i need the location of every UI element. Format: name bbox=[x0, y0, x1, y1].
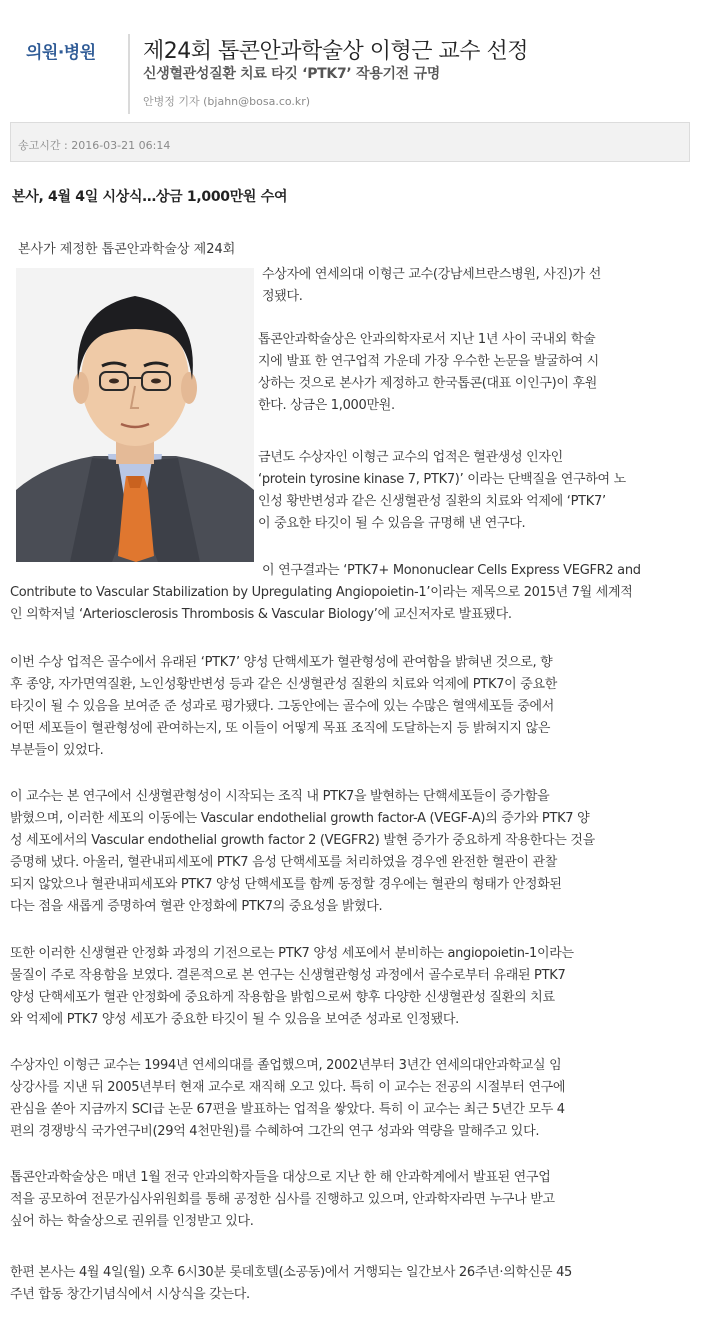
paragraph-6: 이 교수는 본 연구에서 신생혈관형성이 시작되는 조직 내 PTK7을 발현하는 단핵세포들이 증가함을 밝혔으며, 이러한 세포의 이동에는 Vascular endothelial growth factor-A (VEGF-A)의 증가와 PTK7 양 성 세포에서의 Vascular endothelial growth factor 2 (VEGFR2) 발현 증가가 중요하게 작용한다는 것을 증명해 냈다. 아울러, 혈관내피세포에 PTK7 음성 단핵세포를 처리하였을 경우엔 완전한 혈관이 관찰 되지 않았으나 혈관내피세포와 PTK7 양성 단핵세포를 함께 동정할 경우에는 혈관의 형태가 안정화된 다는 점을 새롭게 증명하여 혈관 안정화에 PTK7의 중요성을 밝혔다. bbox=[10, 789, 595, 914]
paragraph-8: 수상자인 이형근 교수는 1994년 연세의대를 졸업했으며, 2002년부터 3년간 연세의대안과학교실 임 상강사를 지낸 뒤 2005년부터 현재 교수로 재직해 오고 있다. 특히 이 교수는 전공의 시절부터 연구에 관심을 쏟아 지금까지 SCI급 논문 67편을 발표하는 업적을 쌓았다. 특히 이 교수는 최근 5년간 모두 4 편의 경쟁방식 국가연구비(29억 4천만원)를 수혜하여 그간의 연구 성과와 역량을 말해주고 있다. bbox=[10, 1058, 566, 1139]
paragraph-4: 이 연구결과는 ‘PTK7+ Mononuclear Cells Express VEGFR2 and Contribute to Vascular Stabilization by Upregulating Angiopoietin-1’이라는 제목으로 2015년 7월 세계적 인 의학저널 ‘Arteriosclerosis Thrombosis & Vascular Biology’에 교신저자로 발표됐다. bbox=[10, 563, 641, 622]
paragraph-10: 한편 본사는 4월 4일(월) 오후 6시30분 롯데호텔(소공동)에서 거행되는 일간보사 26주년·의학신문 45 주년 합동 창간기념식에서 시상식을 갖는다. bbox=[10, 1265, 573, 1302]
sent-time: 송고시간 : 2016-03-21 06:14 bbox=[18, 139, 171, 152]
header-divider bbox=[128, 34, 130, 114]
article-title: 제24회 톱콘안과학술상 이형근 교수 선정 bbox=[143, 39, 528, 64]
portrait-image bbox=[16, 268, 254, 562]
paragraph-2: 톱콘안과학술상은 안과의학자로서 지난 1년 사이 국내외 학술 지에 발표 한 연구업적 가운데 가장 우수한 논문을 발굴하여 시 상하는 것으로 본사가 제정하고 한국톱콘(대표 이인구)이 후원 한다. 상금은 1,000만원. bbox=[258, 332, 599, 413]
article-header bbox=[0, 0, 702, 120]
paragraph-7: 또한 이러한 신생혈관 안정화 과정의 기전으로는 PTK7 양성 세포에서 분비하는 angiopoietin-1이라는 물질이 주로 작용함을 보였다. 결론적으로 본 연구는 신생혈관형성 과정에서 골수로부터 유래된 PTK7 양성 단핵세포가 혈관 안정화에 중요하게 작용함을 밝힘으로써 향후 다양한 신생혈관성 질환의 치료 와 억제에 PTK7 양성 세포가 중요한 타깃이 될 수 있음을 보여준 성과로 인정됐다. bbox=[10, 946, 574, 1027]
paragraph-3: 금년도 수상자인 이형근 교수의 업적은 혈관생성 인자인 ‘protein tyrosine kinase 7, PTK7)’ 이라는 단백질을 연구하여 노 인성 황반변성과 같은 신생혈관성 질환의 치료와 억제에 ‘PTK7’ 이 중요한 타깃이 될 수 있음을 규명해 낸 연구다. bbox=[258, 450, 626, 531]
paragraph-5: 이번 수상 업적은 골수에서 유래된 ‘PTK7’ 양성 단핵세포가 혈관형성에 관여함을 밝혀낸 것으로, 향 후 종양, 자가면역질환, 노인성황반변성 등과 같은 신생혈관성 질환의 치료와 억제에 PTK7이 중요한 타깃이 될 수 있음을 보여준 준 성과로 평가됐다. 그동안에는 골수에 있는 수많은 혈액세포들 중에서 어떤 세포들이 혈관형성에 관여하는지, 또 이들이 어떻게 목표 조직에 도달하는지 등 밝혀지지 않은 부분들이 있었다. bbox=[10, 655, 558, 758]
article-subtitle: 신생혈관성질환 치료 타깃 ‘PTK7’ 작용기전 규명 bbox=[143, 66, 440, 82]
professor-photo bbox=[16, 268, 254, 562]
section-label[interactable]: 의원·병원 bbox=[26, 43, 96, 63]
reporter-byline: 안병정 기자 (bjahn@bosa.co.kr) bbox=[143, 95, 311, 108]
article-lead: 본사, 4월 4일 시상식…상금 1,000만원 수여 bbox=[12, 189, 288, 205]
sent-time-bar bbox=[10, 122, 690, 162]
paragraph-9: 톱콘안과학술상은 매년 1월 전국 안과의학자들을 대상으로 지난 한 해 안과학계에서 발표된 연구업 적을 공모하여 전문가심사위원회를 통해 공정한 심사를 진행하고 있으며, 안과학자라면 누구나 받고 싶어 하는 학술상으로 권위를 인정받고 있다. bbox=[10, 1170, 555, 1229]
article-intro: 본사가 제정한 톱콘안과학술상 제24회 bbox=[18, 242, 236, 257]
paragraph-1: 수상자에 연세의대 이형근 교수(강남세브란스병원, 사진)가 선 정됐다. bbox=[262, 267, 601, 304]
